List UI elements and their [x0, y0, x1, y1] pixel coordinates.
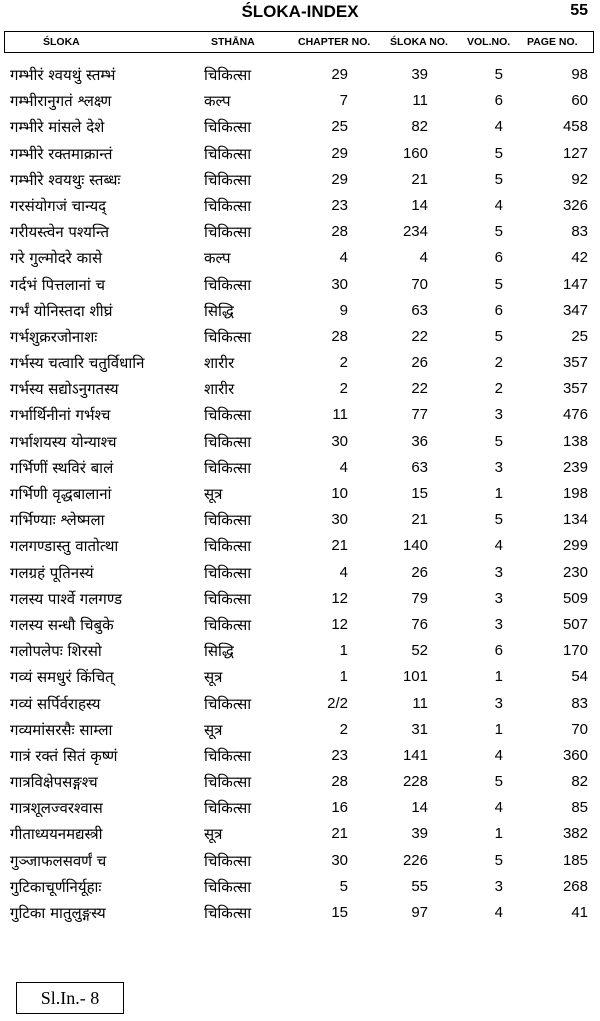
sthana-text: चिकित्सा: [204, 563, 252, 582]
sthana-text: चिकित्सा: [204, 196, 252, 215]
sloka-text: गरे गुल्मोदरे कासे: [10, 249, 103, 268]
sloka-text: गव्यमांसरसैः साम्ला: [10, 720, 113, 739]
sthana-text: शारीर: [204, 354, 235, 373]
table-row: [0, 376, 600, 402]
sthana-text: चिकित्सा: [204, 66, 252, 84]
sloka-no: 52: [411, 642, 428, 660]
sthana-text: चिकित्सा: [204, 223, 252, 242]
sloka-text: गलस्य पार्श्वे गलगण्ड: [10, 589, 123, 608]
chapter-no: 30: [331, 275, 348, 293]
chapter-no: 30: [331, 511, 348, 529]
vol-no: 1: [494, 668, 503, 686]
chapter-no: 7: [339, 92, 348, 110]
page-no: 458: [562, 118, 588, 136]
vol-no: 4: [494, 904, 503, 921]
chapter-no: 29: [331, 66, 348, 83]
sloka-no: 97: [411, 904, 428, 921]
page-no: 268: [562, 877, 588, 895]
sloka-text: गलस्य सन्धौ चिबुके: [10, 615, 114, 634]
sloka-no: 140: [402, 537, 428, 555]
chapter-no: 21: [331, 537, 348, 555]
sloka-text: गम्भीरे रक्तमाक्रान्तं: [10, 144, 113, 163]
table-row: [0, 691, 600, 717]
page-no: 83: [571, 694, 588, 712]
vol-no: 4: [494, 196, 503, 214]
sthana-text: चिकित्सा: [204, 458, 252, 477]
table-row: [0, 638, 600, 664]
vol-no: 1: [494, 825, 503, 843]
page-no: 70: [571, 720, 588, 738]
sloka-no: 22: [411, 327, 428, 345]
table-row: [0, 455, 600, 481]
sloka-text: गर्भिण्याः श्लेष्मला: [10, 511, 105, 530]
sloka-text: गम्भीरं श्वयथुं स्तम्भं: [10, 66, 116, 84]
sloka-text: गर्भस्य सद्योऽनुगतस्य: [10, 380, 119, 399]
sthana-text: सूत्र: [204, 825, 223, 844]
sloka-text: गलोपलेपः शिरसो: [10, 642, 102, 661]
sloka-text: गर्भस्य चत्वारि चतुर्विधानि: [10, 354, 145, 373]
chapter-no: 2: [339, 720, 348, 738]
sloka-text: गात्रविक्षेपसङ्गश्च: [10, 773, 98, 792]
table-row: [0, 900, 600, 926]
table-row: [0, 848, 600, 874]
sthana-text: कल्प: [204, 249, 231, 268]
chapter-no: 29: [331, 170, 348, 188]
sloka-text: गर्दभं पित्तलानां च: [10, 275, 106, 294]
sthana-text: चिकित्सा: [204, 406, 252, 425]
chapter-no: 12: [331, 615, 348, 633]
table-row: [0, 533, 600, 559]
sthana-text: चिकित्सा: [204, 118, 252, 137]
page-no: 382: [562, 825, 588, 843]
sloka-text: गर्भार्थिनीनां गर्भश्च: [10, 406, 111, 425]
sthana-text: कल्प: [204, 92, 231, 111]
chapter-no: 4: [339, 458, 348, 476]
sloka-no: 77: [411, 406, 428, 424]
page-no: 509: [562, 589, 588, 607]
vol-no: 4: [494, 799, 503, 817]
chapter-no: 16: [331, 799, 348, 817]
sloka-text: गव्यं समधुरं किंचित्: [10, 668, 114, 687]
sthana-text: चिकित्सा: [204, 589, 252, 608]
column-header-box: [4, 31, 594, 53]
vol-no: 6: [494, 301, 503, 319]
sloka-text: गलग्रहं पूतिनस्यं: [10, 563, 94, 582]
sthana-text: चिकित्सा: [204, 511, 252, 530]
sloka-no: 79: [411, 589, 428, 607]
sloka-no: 226: [402, 851, 428, 869]
sthana-text: सूत्र: [204, 668, 223, 687]
chapter-no: 28: [331, 327, 348, 345]
page-no: 42: [571, 249, 588, 267]
sloka-no: 11: [412, 694, 428, 712]
page-no: 85: [571, 799, 588, 817]
sloka-text: गीताध्ययनमद्यस्त्री: [10, 825, 103, 844]
table-row: [0, 664, 600, 690]
page-no: 54: [571, 668, 588, 686]
sloka-text: गरसंयोगजं चान्यद्: [10, 196, 107, 215]
sloka-no: 21: [411, 511, 428, 529]
table-row: [0, 586, 600, 612]
page-no: 360: [562, 746, 588, 764]
page-title: ŚLOKA-INDEX: [241, 2, 359, 21]
chapter-no: 29: [331, 144, 348, 162]
sloka-no: 14: [411, 799, 428, 817]
page-no: 357: [562, 380, 588, 398]
vol-no: 5: [494, 773, 503, 791]
sloka-no: 36: [411, 432, 428, 450]
table-row: [0, 874, 600, 900]
sloka-text: गम्भीरे मांसले देशे: [10, 118, 105, 137]
sloka-no: 14: [411, 196, 428, 214]
table-row: [0, 429, 600, 455]
chapter-no: 25: [331, 118, 348, 136]
vol-no: 3: [494, 694, 503, 712]
table-row: [0, 612, 600, 638]
sloka-no: 234: [402, 223, 428, 241]
chapter-no: 12: [331, 589, 348, 607]
sloka-text: गुटिकाचूर्णनिर्यूहाः: [10, 877, 102, 896]
sloka-no: 26: [411, 354, 428, 372]
sloka-no: 82: [411, 118, 428, 136]
page-no: 83: [571, 223, 588, 241]
chapter-no: 1: [339, 668, 348, 686]
sloka-no: 22: [411, 380, 428, 398]
chapter-no: 1: [339, 642, 348, 660]
table-row: [0, 298, 600, 324]
table-row: [0, 141, 600, 167]
sloka-text: गात्रशूलज्वरश्वास: [10, 799, 103, 818]
sloka-text: गर्भाशयस्य योन्याश्च: [10, 432, 117, 451]
vol-no: 6: [494, 642, 503, 660]
chapter-no: 2: [339, 380, 348, 398]
page-no: 25: [571, 327, 588, 345]
sloka-text: गुटिका मातुलुङ्गस्य: [10, 904, 106, 922]
page-number: 55: [570, 2, 588, 19]
sloka-no: 55: [411, 877, 428, 895]
vol-no: 5: [494, 66, 503, 83]
sthana-text: चिकित्सा: [204, 746, 252, 765]
vol-no: 6: [494, 249, 503, 267]
table-row: [0, 507, 600, 533]
table-row: [0, 350, 600, 376]
sthana-text: चिकित्सा: [204, 275, 252, 294]
page-no: 326: [562, 196, 588, 214]
page-no: 239: [562, 458, 588, 476]
chapter-no: 30: [331, 851, 348, 869]
sloka-no: 141: [402, 746, 428, 764]
chapter-no: 30: [331, 432, 348, 450]
page-no: 127: [562, 144, 588, 162]
page-no: 170: [562, 642, 588, 660]
sloka-text: गलगण्डास्तु वातोत्था: [10, 537, 119, 556]
sthana-text: चिकित्सा: [204, 615, 252, 634]
index-rows: [0, 62, 600, 926]
table-row: [0, 821, 600, 847]
col-vol: VOL.NO.: [467, 36, 511, 48]
vol-no: 2: [494, 354, 503, 372]
page-no: 357: [562, 354, 588, 372]
sloka-no: 26: [411, 563, 428, 581]
sthana-text: सूत्र: [204, 720, 223, 739]
sthana-text: चिकित्सा: [204, 537, 252, 556]
table-row: [0, 560, 600, 586]
sloka-text: गुञ्जाफलसवर्णं च: [10, 851, 107, 870]
vol-no: 5: [494, 327, 503, 345]
footer-label: Sl.In.- 8: [16, 982, 124, 1014]
vol-no: 5: [494, 223, 503, 241]
sthana-text: चिकित्सा: [204, 144, 252, 163]
sloka-no: 15: [411, 485, 428, 502]
page-no: 299: [562, 537, 588, 555]
sloka-no: 39: [411, 66, 428, 83]
sloka-no: 76: [411, 615, 428, 633]
vol-no: 4: [494, 118, 503, 136]
vol-no: 1: [494, 720, 503, 738]
sloka-no: 101: [402, 668, 428, 686]
table-row: [0, 219, 600, 245]
sthana-text: चिकित्सा: [204, 170, 252, 189]
sthana-text: चिकित्सा: [204, 904, 252, 922]
vol-no: 5: [494, 170, 503, 188]
col-page: PAGE NO.: [527, 36, 578, 48]
page-no: 347: [562, 301, 588, 319]
page-no: 41: [571, 904, 588, 921]
table-row: [0, 62, 600, 88]
sloka-no: 11: [412, 92, 428, 110]
table-row: [0, 88, 600, 114]
sloka-text: गरीयस्त्वेन पश्यन्ति: [10, 223, 110, 242]
sthana-text: चिकित्सा: [204, 432, 252, 451]
page-header: [0, 0, 600, 28]
table-row: [0, 324, 600, 350]
sthana-text: चिकित्सा: [204, 773, 252, 792]
page-no: 476: [562, 406, 588, 424]
vol-no: 4: [494, 746, 503, 764]
table-row: [0, 795, 600, 821]
vol-no: 5: [494, 432, 503, 450]
sloka-no: 228: [402, 773, 428, 791]
sloka-no: 63: [411, 458, 428, 476]
chapter-no: 10: [331, 485, 348, 502]
sloka-text: गर्भशुक्ररजोनाशः: [10, 327, 98, 346]
chapter-no: 28: [331, 223, 348, 241]
table-row: [0, 743, 600, 769]
vol-no: 3: [494, 589, 503, 607]
page-no: 60: [571, 92, 588, 110]
page-no: 98: [571, 66, 588, 83]
sloka-no: 31: [411, 720, 428, 738]
sthana-text: सूत्र: [204, 485, 223, 503]
sthana-text: चिकित्सा: [204, 877, 252, 896]
col-sloka-no: ŚLOKA NO.: [390, 36, 448, 48]
page-no: 230: [562, 563, 588, 581]
sloka-no: 160: [402, 144, 428, 162]
col-chapter: CHAPTER NO.: [298, 36, 371, 48]
table-row: [0, 769, 600, 795]
chapter-no: 21: [331, 825, 348, 843]
vol-no: 1: [494, 485, 503, 502]
page-no: 198: [562, 485, 588, 502]
sloka-text: गम्भीरे श्वयथुः स्तब्धः: [10, 170, 121, 189]
chapter-no: 2/2: [327, 694, 348, 712]
vol-no: 5: [494, 511, 503, 529]
sloka-no: 63: [411, 301, 428, 319]
chapter-no: 5: [339, 877, 348, 895]
page-no: 507: [562, 615, 588, 633]
sthana-text: चिकित्सा: [204, 327, 252, 346]
sthana-text: चिकित्सा: [204, 799, 252, 818]
table-row: [0, 193, 600, 219]
vol-no: 5: [494, 275, 503, 293]
chapter-no: 23: [331, 196, 348, 214]
table-row: [0, 481, 600, 507]
page-no: 138: [562, 432, 588, 450]
sloka-text: गम्भीरानुगतं श्लक्ष्ण: [10, 92, 112, 111]
vol-no: 3: [494, 615, 503, 633]
chapter-no: 23: [331, 746, 348, 764]
sloka-text: गव्यं सर्पिर्वराहस्य: [10, 694, 101, 713]
vol-no: 3: [494, 458, 503, 476]
sloka-no: 4: [419, 249, 428, 267]
vol-no: 5: [494, 851, 503, 869]
chapter-no: 9: [339, 301, 348, 319]
sloka-no: 21: [411, 170, 428, 188]
sthana-text: चिकित्सा: [204, 694, 252, 713]
vol-no: 3: [494, 563, 503, 581]
sloka-text: गर्भं योनिस्तदा शीघ्रं: [10, 301, 113, 320]
vol-no: 6: [494, 92, 503, 110]
vol-no: 3: [494, 877, 503, 895]
vol-no: 5: [494, 144, 503, 162]
table-row: [0, 114, 600, 140]
table-row: [0, 245, 600, 271]
sthana-text: सिद्धि: [204, 301, 234, 320]
chapter-no: 4: [339, 563, 348, 581]
chapter-no: 28: [331, 773, 348, 791]
page-no: 134: [562, 511, 588, 529]
table-row: [0, 402, 600, 428]
col-sloka: ŚLOKA: [43, 36, 80, 48]
sloka-text: गर्भिणीं स्थविरं बालं: [10, 458, 114, 477]
page-no: 147: [562, 275, 588, 293]
vol-no: 3: [494, 406, 503, 424]
table-row: [0, 272, 600, 298]
chapter-no: 15: [331, 904, 348, 921]
table-row: [0, 167, 600, 193]
chapter-no: 4: [339, 249, 348, 267]
page-no: 92: [571, 170, 588, 188]
sthana-text: शारीर: [204, 380, 235, 399]
sloka-text: गात्रं रक्तं सितं कृष्णं: [10, 746, 118, 765]
sloka-no: 70: [411, 275, 428, 293]
chapter-no: 11: [332, 406, 348, 424]
sthana-text: चिकित्सा: [204, 851, 252, 870]
vol-no: 2: [494, 380, 503, 398]
sloka-no: 39: [411, 825, 428, 843]
sloka-text: गर्भिणी वृद्धबालानां: [10, 485, 112, 503]
page-no: 185: [562, 851, 588, 869]
col-sthana: STHĀNA: [211, 36, 255, 48]
vol-no: 4: [494, 537, 503, 555]
table-row: [0, 717, 600, 743]
sthana-text: सिद्धि: [204, 642, 234, 661]
chapter-no: 2: [339, 354, 348, 372]
page-no: 82: [571, 773, 588, 791]
